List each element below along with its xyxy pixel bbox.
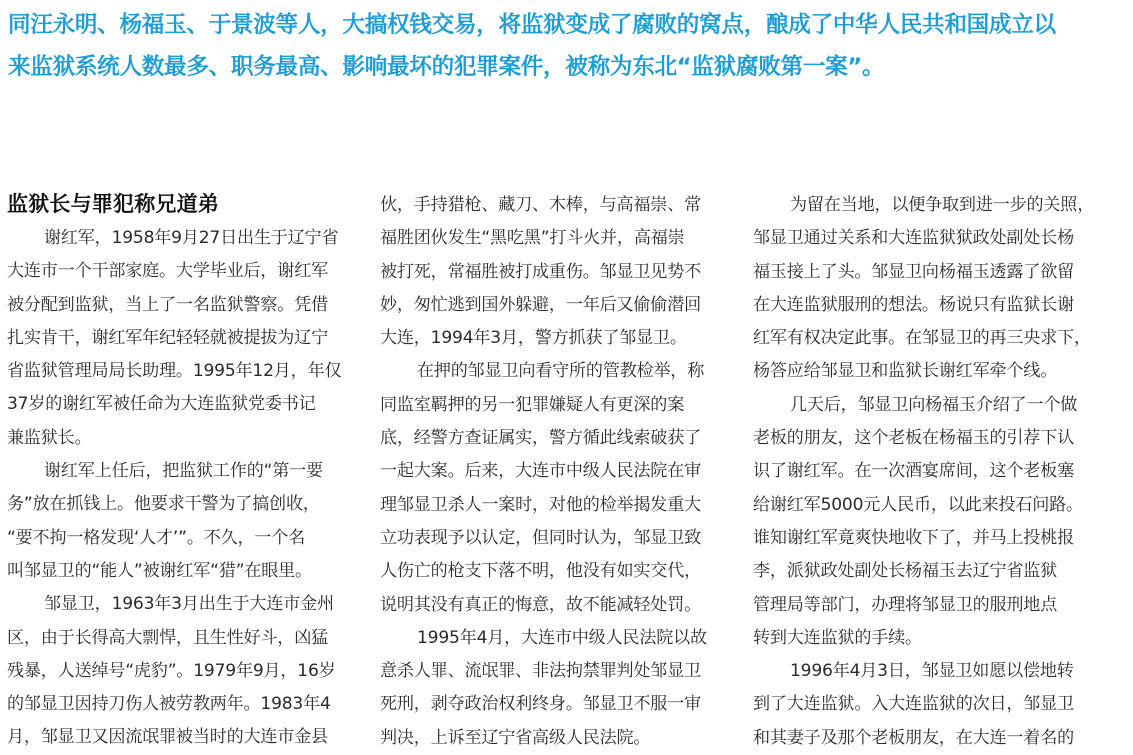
- text-line: 在押的邹显卫向看守所的管教检举，称: [417, 361, 705, 382]
- text-line: 大连，1994年3月，警方抓获了邹显卫。: [380, 328, 687, 349]
- text-line: 伙，手持猎枪、藏刀、木棒，与高福崇、常: [380, 195, 701, 215]
- text-line: 判决，上诉至辽宁省高级人民法院。: [380, 727, 651, 748]
- text-line: 兼监狱长。: [7, 427, 92, 448]
- text-line: 几天后，邹显卫向杨福玉介绍了一个做: [790, 394, 1078, 415]
- text-line: 残暴，人送绰号“虎豹”。1979年9月，16岁: [7, 660, 336, 681]
- text-line: 老板的朋友，这个老板在杨福玉的引荐下认: [753, 428, 1074, 449]
- text-line: 人伤亡的枪支下落不明，他没有如实交代，: [380, 561, 701, 582]
- text-line: “要不拘一格发现‘人才’”。不久，一个名: [7, 527, 306, 548]
- paragraph: [7, 588, 352, 754]
- text-line: 谢红军，1958年9月27日出生于辽宁省: [44, 228, 339, 248]
- paragraph: [753, 389, 1098, 655]
- text-line: 福玉接上了头。邹显卫向杨福玉透露了欲留: [753, 261, 1074, 282]
- paragraph: [753, 189, 1098, 389]
- paragraph: [380, 189, 725, 355]
- text-line: 的邹显卫因持刀伤人被劳教两年。1983年4: [7, 694, 331, 715]
- text-line: 邹显卫，1963年3月出生于大连市金州: [44, 594, 334, 615]
- text-line: 说明其没有真正的悔意，故不能减轻处罚。: [380, 594, 701, 615]
- text-line: 大连市一个干部家庭。大学毕业后，谢红军: [7, 261, 328, 282]
- text-line: 理邹显卫杀人一案时，对他的检举揭发重大: [380, 494, 701, 515]
- text-line: 同监室羁押的另一犯罪嫌疑人有更深的案: [380, 394, 685, 415]
- text-line: 转到大连监狱的手续。: [753, 627, 922, 648]
- text-line: 死刑，剥夺政治权利终身。邹显卫不服一审: [380, 694, 701, 715]
- text-line: 被分配到监狱，当上了一名监狱警察。凭借: [7, 294, 328, 315]
- article-column-3: [753, 189, 1098, 755]
- text-line: 杨答应给邹显卫和监狱长谢红军牵个线。: [753, 361, 1058, 382]
- text-line: 省监狱管理局局长助理。1995年12月，年仅: [7, 361, 342, 382]
- text-line: 月，邹显卫又因流氓罪被当时的大连市金县: [7, 727, 328, 748]
- paragraph: [753, 655, 1098, 755]
- lead-line-2: 来监狱系统人数最多、职务最高、影响最坏的犯罪案件，被称为东北“监狱腐败第一案”。: [8, 54, 885, 80]
- lead-paragraph: [8, 4, 1123, 88]
- text-line: 邹显卫通过关系和大连监狱狱政处副处长杨: [753, 228, 1074, 249]
- section-heading: 监狱长与罪犯称兄道弟: [7, 192, 219, 216]
- text-line: 管理局等部门，办理将邹显卫的服刑地点: [753, 594, 1058, 615]
- text-line: 给谢红军5000元人民币，以此来投石问路。: [753, 494, 1083, 515]
- article-column-1: [7, 186, 352, 755]
- text-line: 被打死，常福胜被打成重伤。邹显卫见势不: [380, 261, 701, 282]
- text-line: 叫邹显卫的“能人”被谢红军“猎”在眼里。: [7, 560, 312, 581]
- text-line: 一起大案。后来，大连市中级人民法院在审: [380, 461, 701, 482]
- text-line: 1996年4月3日，邹显卫如愿以偿地转: [790, 661, 1074, 682]
- text-line: 和其妻子及那个老板朋友，在大连一着名的: [753, 727, 1074, 748]
- text-line: 福胜团伙发生“黑吃黑”打斗火并，高福崇: [380, 228, 685, 249]
- text-line: 扎实肯干，谢红军年纪轻轻就被提拔为辽宁: [7, 327, 328, 348]
- lead-line-1: 同汪永明、杨福玉、于景波等人，大搞权钱交易，将监狱变成了腐败的窝点，酿成了中华人民共和国成立以: [8, 12, 1056, 38]
- text-line: 红军有权决定此事。在邹显卫的再三央求下，: [753, 328, 1091, 349]
- text-line: 立功表现予以认定，但同时认为，邹显卫致: [380, 527, 701, 548]
- text-line: 意杀人罪、流氓罪、非法拘禁罪判处邹显卫: [380, 661, 701, 682]
- text-line: 为留在当地，以便争取到进一步的关照，: [790, 195, 1095, 215]
- text-line: 在大连监狱服刑的想法。杨说只有监狱长谢: [753, 294, 1074, 315]
- paragraph: [7, 455, 352, 588]
- paragraph: [7, 222, 352, 455]
- text-line: 妙，匆忙逃到国外躲避，一年后又偷偷潜回: [380, 294, 701, 315]
- text-line: 李，派狱政处副处长杨福玉去辽宁省监狱: [753, 561, 1058, 582]
- text-line: 到了大连监狱。入大连监狱的次日，邹显卫: [753, 694, 1074, 715]
- article-column-2: [380, 189, 725, 755]
- text-line: 识了谢红军。在一次酒宴席间，这个老板塞: [753, 461, 1074, 482]
- text-line: 谢红军上任后，把监狱工作的“第一要: [44, 461, 323, 482]
- paragraph: [380, 622, 725, 755]
- text-line: 谁知谢红军竟爽快地收下了，并马上投桃报: [753, 527, 1074, 548]
- text-line: 区，由于长得高大剽悍，且生性好斗，凶猛: [7, 627, 328, 648]
- text-line: 底，经警方查证属实，警方循此线索破获了: [380, 428, 701, 449]
- paragraph: [380, 355, 725, 621]
- text-line: 务”放在抓钱上。他要求干警为了搞创收，: [7, 494, 320, 515]
- text-line: 1995年4月，大连市中级人民法院以故: [417, 627, 707, 648]
- text-line: 37岁的谢红军被任命为大连监狱党委书记: [7, 394, 316, 415]
